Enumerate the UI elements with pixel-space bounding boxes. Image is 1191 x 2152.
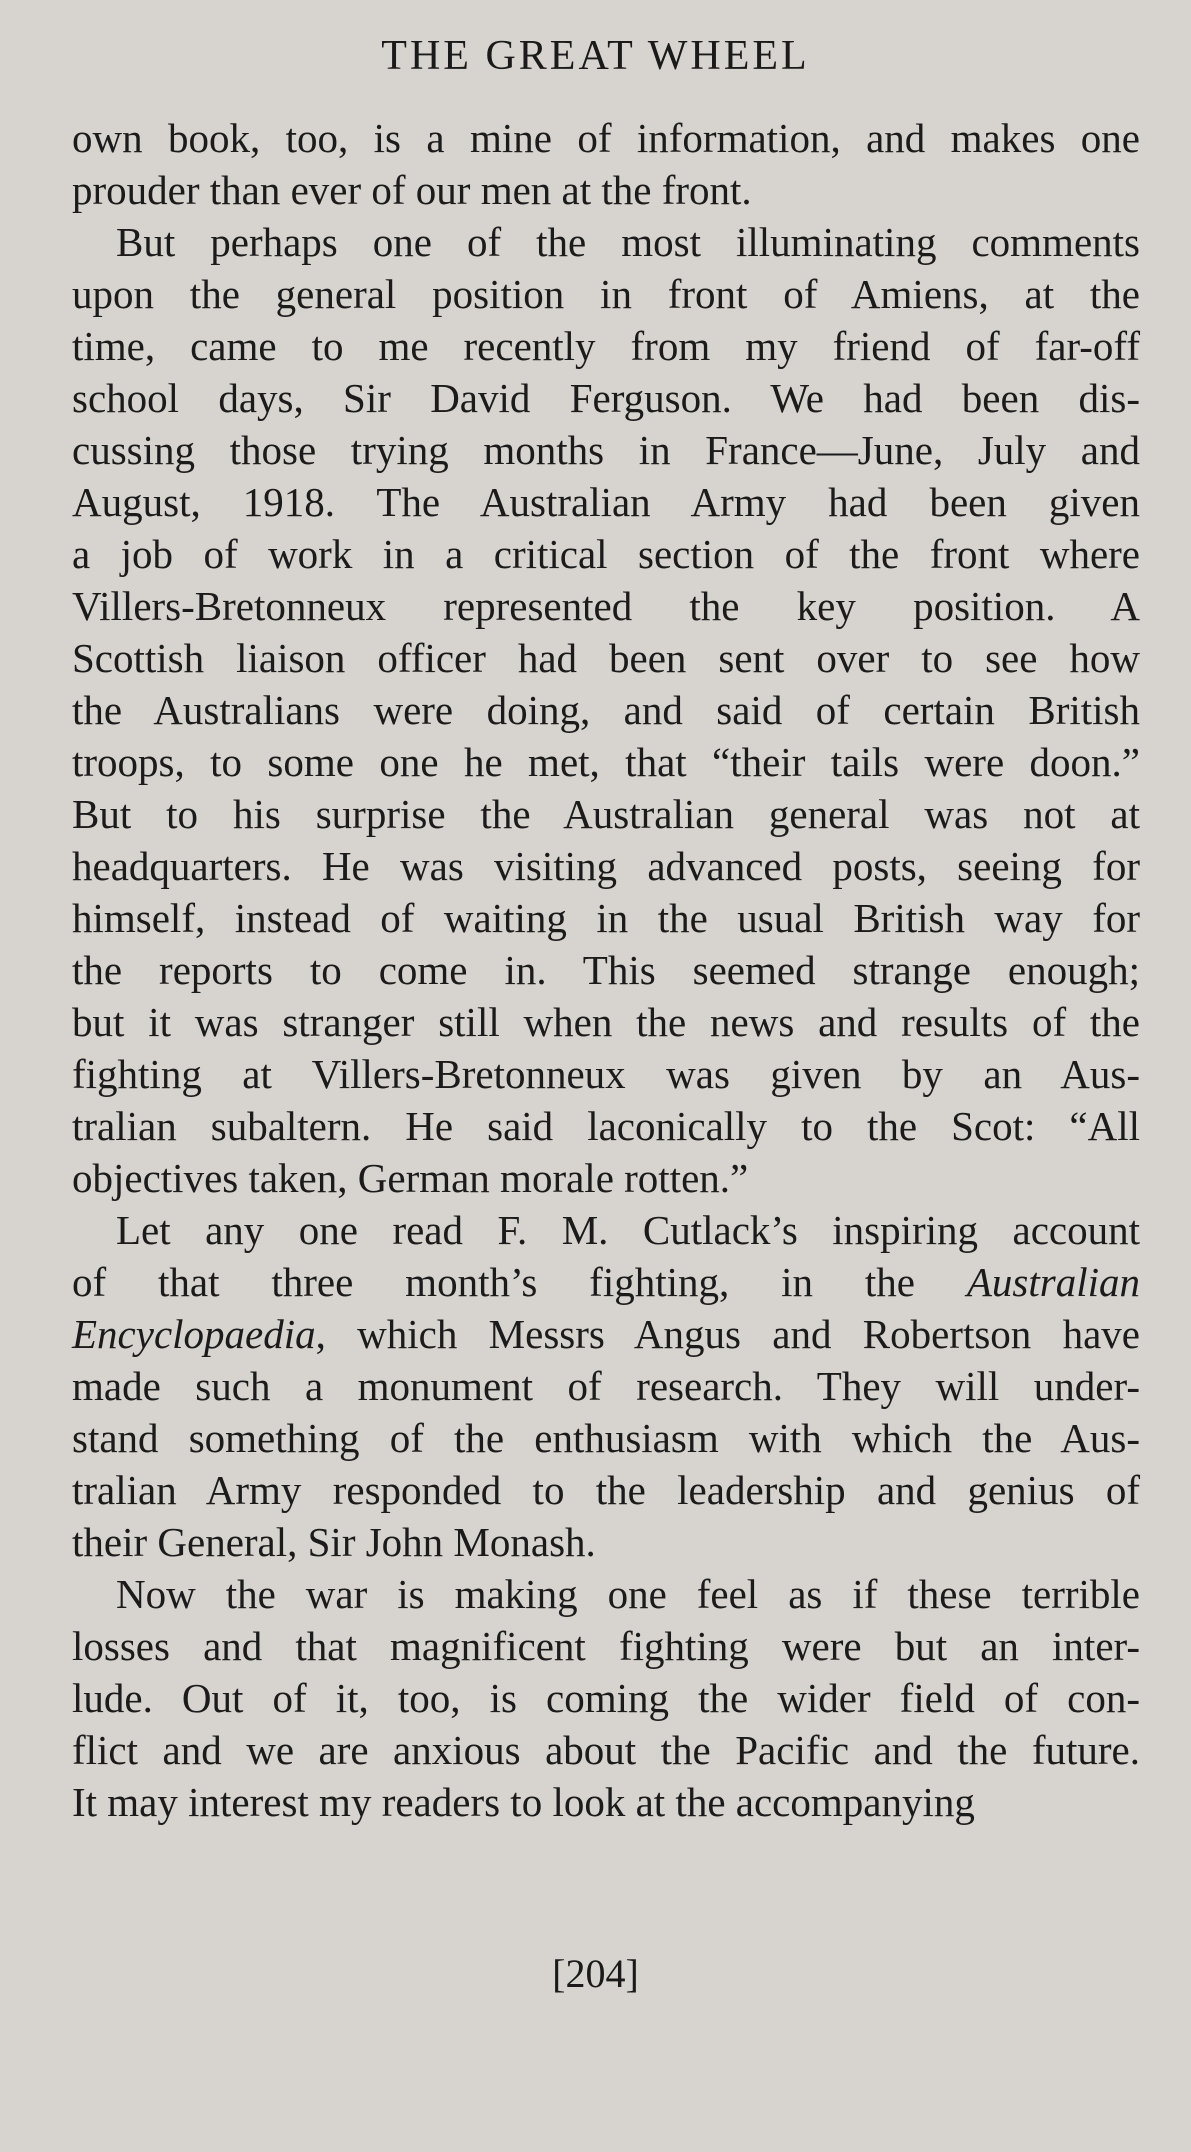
text-line (72, 1776, 1140, 1828)
text-line (72, 944, 1140, 996)
text-run: made such a monument of research. They will under- (72, 1363, 1140, 1409)
page-number: [204] (552, 1951, 639, 1996)
italic-title: Australian (966, 1259, 1140, 1305)
text-line (72, 736, 1140, 788)
running-head: THE GREAT WHEEL (381, 33, 810, 79)
text-line (72, 1048, 1140, 1100)
text-line (72, 424, 1140, 476)
text-run: the Australians were doing, and said of certain British (72, 687, 1140, 733)
text-run: But to his surprise the Australian general was not at (72, 791, 1140, 837)
text-run: their General, Sir John Monash. (72, 1519, 596, 1565)
text-line (72, 1204, 1140, 1256)
text-run: Let any one read F. M. Cutlack’s inspiring account (116, 1207, 1140, 1253)
text-run: stand something of the enthusiasm with which the Aus- (72, 1415, 1140, 1461)
text-line (72, 216, 1140, 268)
text-line (72, 788, 1140, 840)
text-line (72, 1308, 1140, 1360)
text-line (72, 996, 1140, 1048)
paragraph (72, 1204, 1140, 1568)
text-run: own book, too, is a mine of information, and makes one (72, 115, 1140, 161)
text-line (72, 112, 1140, 164)
text-line (72, 1516, 1140, 1568)
text-run: objectives taken, German morale rotten.” (72, 1155, 749, 1201)
text-line (72, 1152, 1140, 1204)
paragraph (72, 112, 1140, 216)
text-run: prouder than ever of our men at the front. (72, 167, 752, 213)
text-run: , which Messrs Angus and Robertson have (315, 1311, 1140, 1357)
text-run: tralian subaltern. He said laconically to the Scot: “All (72, 1103, 1140, 1149)
text-line (72, 1360, 1140, 1412)
text-line (72, 1672, 1140, 1724)
text-run: but it was stranger still when the news and results of the (72, 999, 1140, 1045)
text-run: Villers-Bretonneux represented the key position. A (72, 583, 1140, 629)
text-line (72, 372, 1140, 424)
text-run: August, 1918. The Australian Army had been given (72, 479, 1140, 525)
text-run: flict and we are anxious about the Pacific and the future. (72, 1727, 1140, 1773)
text-line (72, 840, 1140, 892)
text-line (72, 1464, 1140, 1516)
text-line (72, 320, 1140, 372)
text-run: Now the war is making one feel as if these terrible (116, 1571, 1140, 1617)
text-run: fighting at Villers-Bretonneux was given by an Aus- (72, 1051, 1140, 1097)
text-run: lude. Out of it, too, is coming the wider field of con- (72, 1675, 1140, 1721)
text-run: the reports to come in. This seemed strange enough; (72, 947, 1140, 993)
text-run: school days, Sir David Ferguson. We had been dis- (72, 375, 1140, 421)
text-run: But perhaps one of the most illuminating comments (116, 219, 1140, 265)
text-line (72, 1100, 1140, 1152)
italic-title: Encyclopaedia (72, 1311, 316, 1357)
text-line (72, 1724, 1140, 1776)
text-line (72, 1568, 1140, 1620)
text-run: a job of work in a critical section of the front where (72, 531, 1140, 577)
text-line (72, 892, 1140, 944)
text-line (72, 684, 1140, 736)
text-line (72, 1412, 1140, 1464)
paragraph (72, 216, 1140, 1204)
paragraph (72, 1568, 1140, 1828)
text-line (72, 476, 1140, 528)
text-line (72, 528, 1140, 580)
text-run: losses and that magnificent fighting were but an inter- (72, 1623, 1140, 1669)
text-run: of that three month’s fighting, in the (72, 1259, 967, 1305)
text-line (72, 632, 1140, 684)
text-line (72, 1620, 1140, 1672)
body-text (72, 112, 1140, 1828)
text-run: headquarters. He was visiting advanced posts, seeing for (72, 843, 1140, 889)
text-line (72, 164, 1140, 216)
text-run: tralian Army responded to the leadership and genius of (72, 1467, 1140, 1513)
text-line (72, 1256, 1140, 1308)
text-run: troops, to some one he met, that “their tails were doon.” (72, 739, 1140, 785)
text-line (72, 580, 1140, 632)
text-line (72, 268, 1140, 320)
text-run: himself, instead of waiting in the usual British way for (72, 895, 1140, 941)
text-run: time, came to me recently from my friend of far-off (72, 323, 1140, 369)
text-run: Scottish liaison officer had been sent over to see how (72, 635, 1140, 681)
text-run: cussing those trying months in France—June, July and (72, 427, 1140, 473)
text-run: upon the general position in front of Amiens, at the (72, 271, 1140, 317)
text-run: It may interest my readers to look at the accompanying (72, 1779, 975, 1825)
